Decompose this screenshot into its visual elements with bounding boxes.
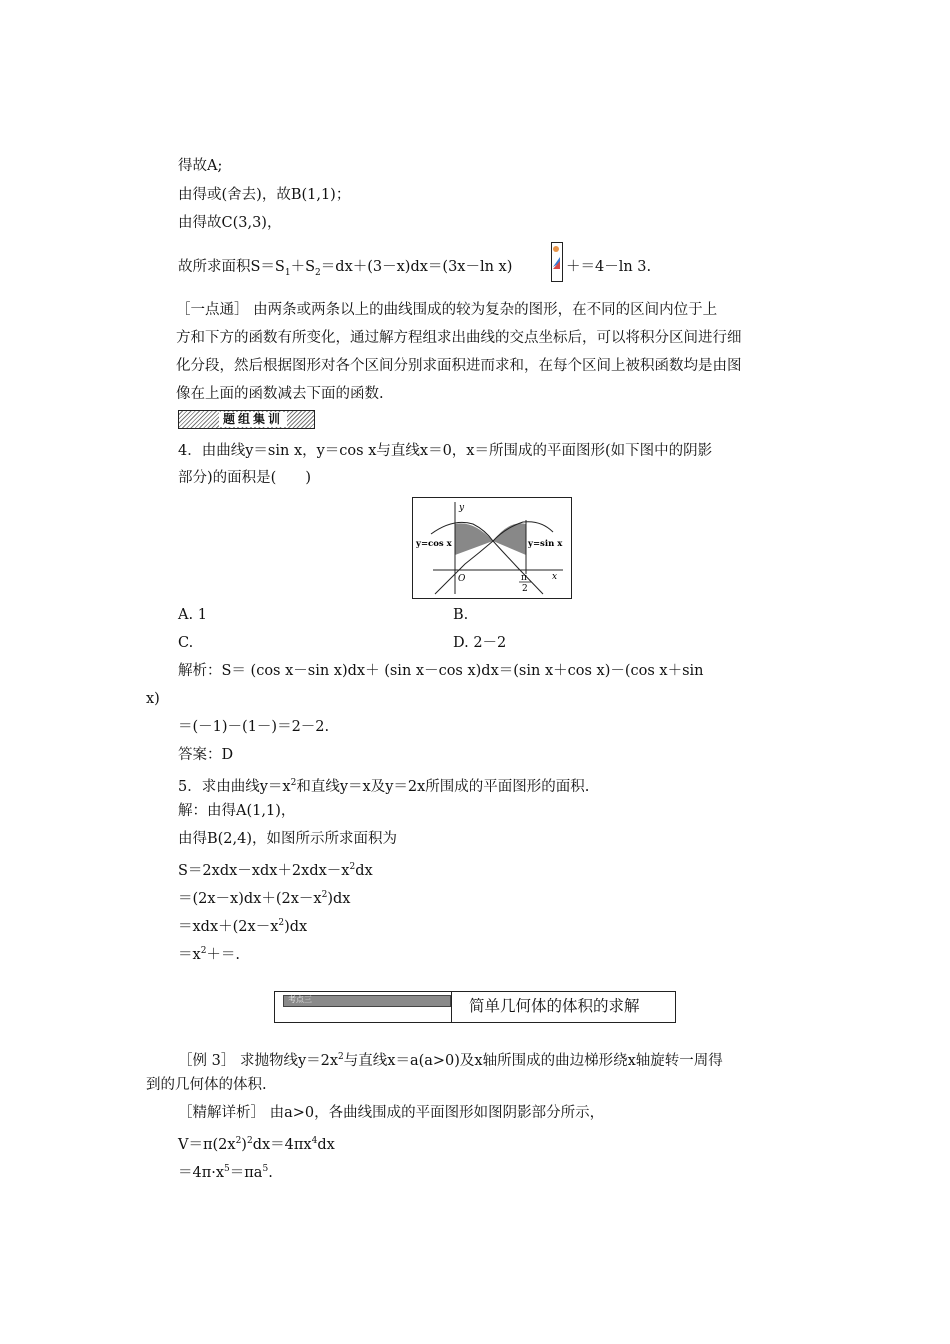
sin-curve: [435, 522, 553, 594]
question-5: 5．求由曲线$y=x^2$和直线y＝x及y＝2x所围成的平面图形的面积.: [178, 778, 590, 795]
solution-5-line-5: $=xdx+(2x-x^2)dx$: [178, 918, 308, 935]
option-d: D. 2－2: [453, 635, 507, 651]
line-1: 得故A;: [178, 158, 223, 174]
sin-cos-graph: [413, 498, 571, 598]
sin-cos-figure: [412, 497, 572, 599]
exercise-banner: 题组集训: [178, 410, 315, 429]
question-4-line-1: 4．由曲线y＝sin x，y＝cos x与直线x＝0，x＝所围成的平面图形(如下图中的阴影: [178, 443, 713, 459]
section-title: 简单几何体的体积的求解: [469, 997, 640, 1015]
equation-marker-image: [551, 242, 563, 282]
solution-5-line-4: $=(2x-x)dx+(2x-x^2)dx$: [178, 890, 351, 907]
y-axis-label: y: [459, 503, 465, 513]
two-label: 2: [522, 584, 528, 594]
line-4: 故所求面积$S=S_1+S_2=dx+(3-x)dx=(3x-\ln$ x): [178, 259, 513, 278]
solution-5-line-1: 解：由得A(1,1)，: [178, 803, 296, 819]
line-4-end: ＋＝4－ln 3.: [566, 259, 652, 275]
example-3-line-2: 到的几何体的体积.: [146, 1077, 267, 1093]
origin-label: O: [458, 574, 466, 584]
option-c: C.: [178, 635, 194, 651]
sin-label: y=sin x: [528, 539, 563, 549]
x-axis-label: x: [552, 572, 558, 582]
question-4-line-2: 部分)的面积是( ): [178, 470, 311, 486]
cos-label: y=cos x: [416, 539, 452, 549]
option-a: A. 1: [178, 607, 207, 623]
solution-4-line-1: 解析：S＝ (cos x－sin x)dx＋ (sin x－cos x)dx＝(sin x＋cos x)－(cos x＋sin: [178, 663, 704, 679]
line-3: 由得故C(3,3)，: [178, 215, 282, 231]
section-tag: 考点三: [283, 995, 451, 1007]
shaded-region-left: [455, 523, 493, 555]
solution-4-line-3: ＝(－1)－(1－)＝2－2.: [178, 719, 330, 735]
solution-5-line-6: $=x^2+=$.: [178, 946, 241, 963]
section-header: [274, 991, 676, 1023]
option-b: B.: [453, 607, 469, 623]
solution-5-line-2: 由得B(2,4)，如图所示所求面积为: [178, 831, 398, 847]
example-3-line-3: ［精解详析］ 由a>0，各曲线围成的平面图形如图阴影部分所示，: [178, 1105, 605, 1121]
tip-paragraph: ［一点通］ 由两条或两条以上的曲线围成的较为复杂的图形，在不同的区间内位于上 方和下方的函数有所变化，通过解方程组求出曲线的交点坐标后，可以将积分区间进行细 化分段，然后根据图形对各个区间分别求面积进而求和，在每个区间上被积函数均是由图 像在上面的函数减去下面的函数.: [176, 302, 742, 402]
example-3-line-1: ［例 3］ 求抛物线$y=2x^2$与直线x＝a(a>0)及x轴所围成的曲边梯形绕x轴旋转一周得: [178, 1052, 723, 1069]
example-3-line-4: $V=\pi(2x^2)^2dx=4\pi x^4dx$: [178, 1136, 335, 1153]
solution-5-line-3: $S=2xdx-xdx+2xdx-x^2dx$: [178, 862, 373, 879]
answer-4: 答案：D: [178, 747, 234, 763]
example-3-line-5: $=4\pi\cdot x^5=\pi a^5$.: [178, 1164, 273, 1181]
pi-label: π: [521, 573, 527, 583]
solution-4-line-2: x): [146, 691, 160, 707]
line-2: 由得或(舍去)，故B(1,1)；: [178, 187, 351, 203]
